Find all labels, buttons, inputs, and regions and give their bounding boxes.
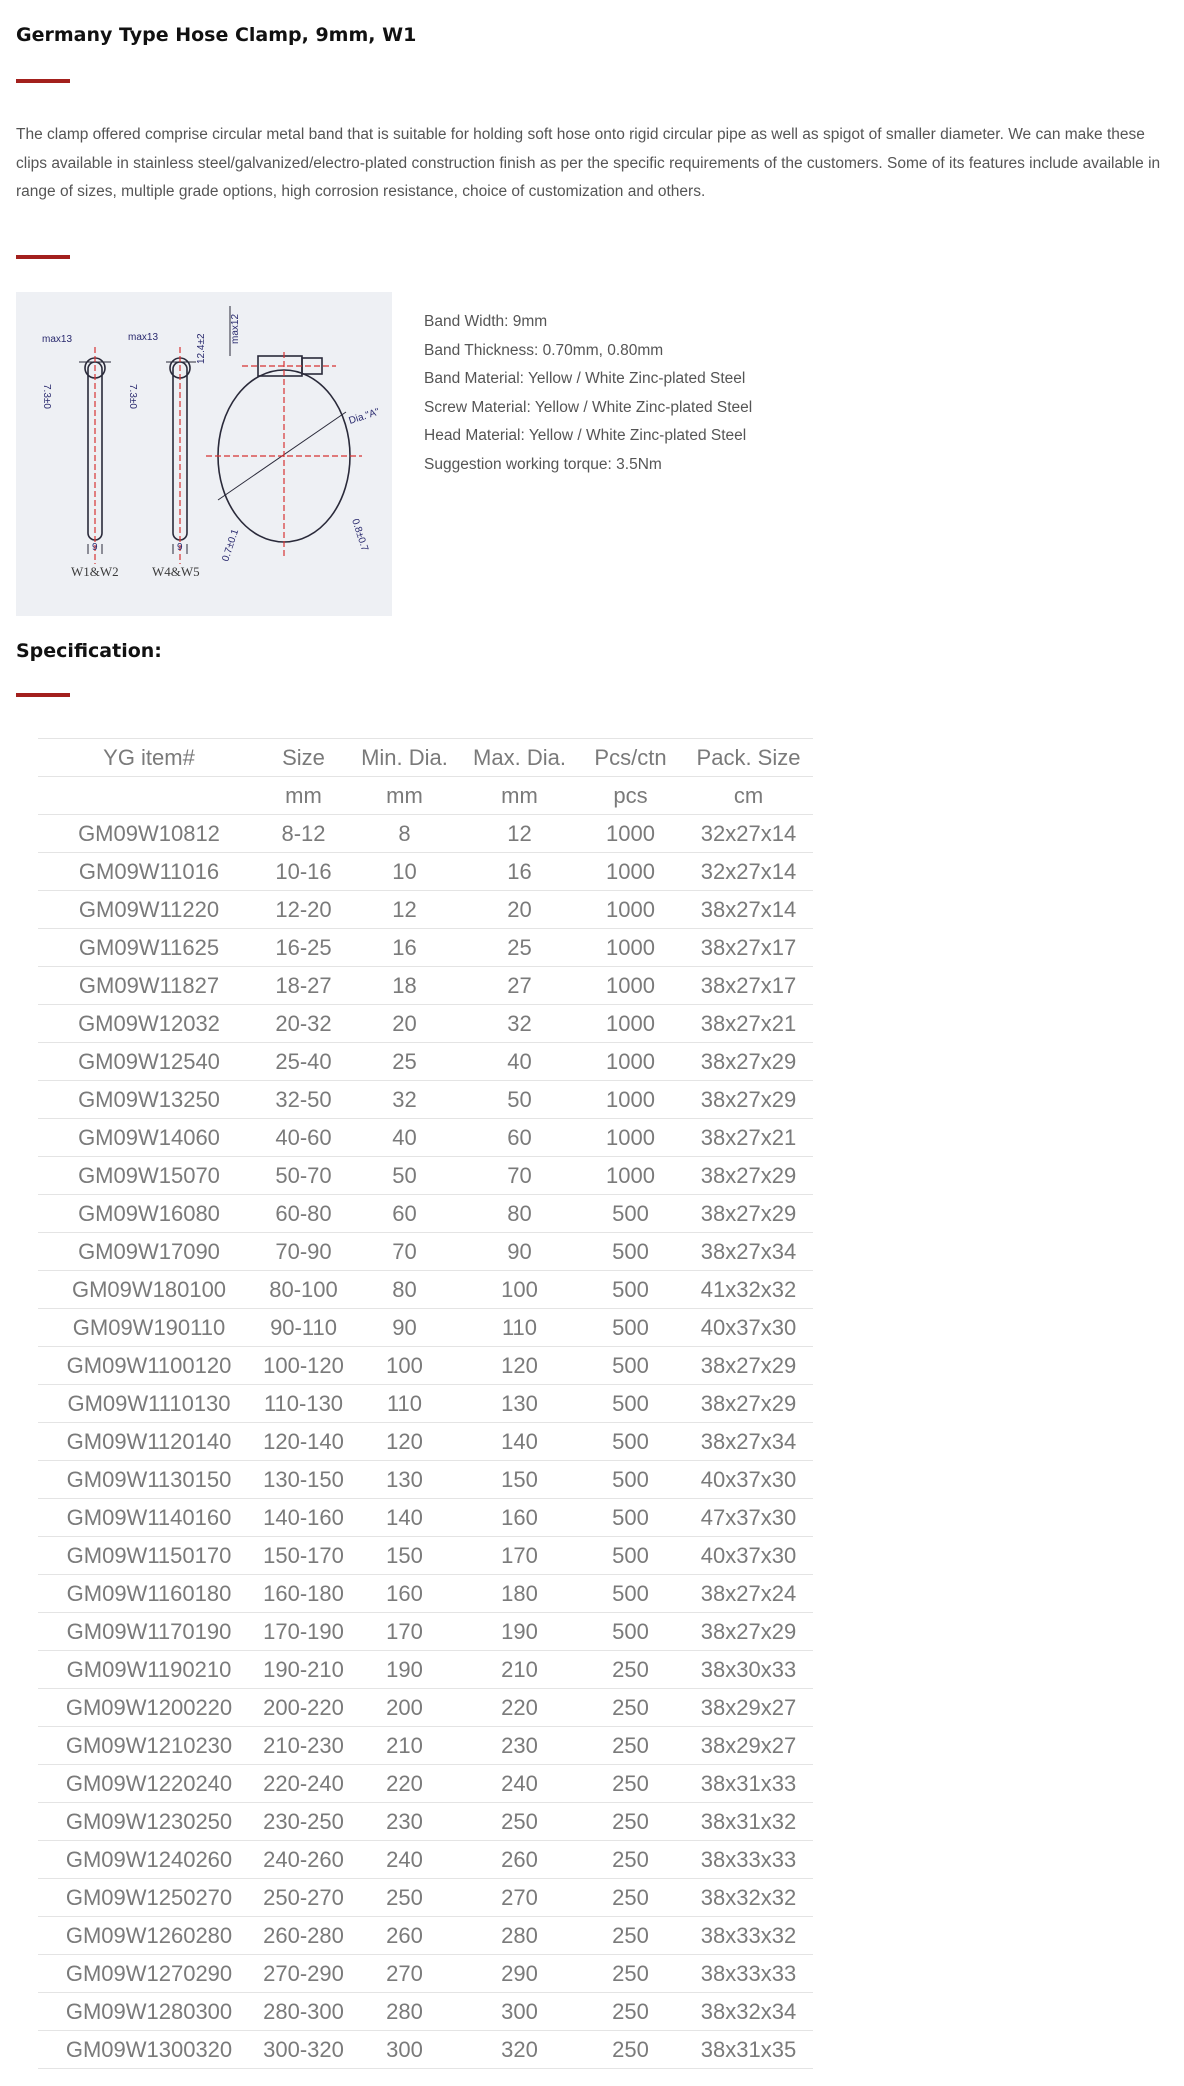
- unit-cell: [38, 777, 260, 815]
- item-number-cell: GM09W1110130: [38, 1385, 260, 1423]
- pack-size-cell: 38x32x32: [684, 1879, 813, 1917]
- pack-size-cell: 38x27x17: [684, 967, 813, 1005]
- dim-thickness-label: 0.7±0.1: [220, 527, 242, 563]
- size-cell: 16-25: [260, 929, 347, 967]
- pack-size-cell: 32x27x14: [684, 853, 813, 891]
- table-row: [38, 815, 813, 853]
- min-dia-cell: 210: [347, 1727, 462, 1765]
- size-cell: 140-160: [260, 1499, 347, 1537]
- pcs-per-carton-cell: 1000: [577, 929, 684, 967]
- item-number-cell: GM09W1270290: [38, 1955, 260, 1993]
- item-number-cell: GM09W17090: [38, 1233, 260, 1271]
- pack-size-cell: 38x29x27: [684, 1689, 813, 1727]
- item-number-cell: GM09W12032: [38, 1005, 260, 1043]
- unit-cell: pcs: [577, 777, 684, 815]
- min-dia-cell: 300: [347, 2031, 462, 2069]
- pack-size-cell: 38x27x29: [684, 1385, 813, 1423]
- max-dia-cell: 100: [462, 1271, 577, 1309]
- table-row: [38, 929, 813, 967]
- min-dia-cell: 8: [347, 815, 462, 853]
- min-dia-cell: 16: [347, 929, 462, 967]
- pack-size-cell: 38x27x14: [684, 891, 813, 929]
- item-number-cell: GM09W190110: [38, 1309, 260, 1347]
- size-cell: 200-220: [260, 1689, 347, 1727]
- max-dia-cell: 220: [462, 1689, 577, 1727]
- size-cell: 210-230: [260, 1727, 347, 1765]
- table-row: [38, 1803, 813, 1841]
- pack-size-cell: 38x27x34: [684, 1233, 813, 1271]
- pcs-per-carton-cell: 250: [577, 1765, 684, 1803]
- pcs-per-carton-cell: 250: [577, 1841, 684, 1879]
- size-cell: 230-250: [260, 1803, 347, 1841]
- pcs-per-carton-cell: 250: [577, 1689, 684, 1727]
- max-dia-cell: 320: [462, 2031, 577, 2069]
- item-number-cell: GM09W14060: [38, 1119, 260, 1157]
- specification-table: [38, 738, 813, 2069]
- size-cell: 250-270: [260, 1879, 347, 1917]
- title-underline: [16, 79, 70, 83]
- pack-size-cell: 38x27x29: [684, 1157, 813, 1195]
- max-dia-cell: 180: [462, 1575, 577, 1613]
- max-dia-cell: 190: [462, 1613, 577, 1651]
- specification-heading: Specification:: [16, 640, 162, 662]
- max-dia-cell: 140: [462, 1423, 577, 1461]
- item-number-cell: GM09W1220240: [38, 1765, 260, 1803]
- pcs-per-carton-cell: 1000: [577, 1043, 684, 1081]
- max-dia-cell: 300: [462, 1993, 577, 2031]
- pcs-per-carton-cell: 1000: [577, 1005, 684, 1043]
- pack-size-cell: 38x27x34: [684, 1423, 813, 1461]
- dim-height-label: 7.3±0: [127, 384, 138, 409]
- min-dia-cell: 32: [347, 1081, 462, 1119]
- pack-size-cell: 47x37x30: [684, 1499, 813, 1537]
- size-cell: 300-320: [260, 2031, 347, 2069]
- pack-size-cell: 38x27x17: [684, 929, 813, 967]
- min-dia-cell: 150: [347, 1537, 462, 1575]
- min-dia-cell: 190: [347, 1651, 462, 1689]
- min-dia-cell: 270: [347, 1955, 462, 1993]
- pack-size-cell: 40x37x30: [684, 1537, 813, 1575]
- table-row: [38, 1423, 813, 1461]
- pcs-per-carton-cell: 500: [577, 1423, 684, 1461]
- pack-size-cell: 38x32x34: [684, 1993, 813, 2031]
- spec-band-width: Band Width: 9mm: [424, 313, 548, 330]
- table-row: [38, 891, 813, 929]
- item-number-cell: GM09W16080: [38, 1195, 260, 1233]
- pack-size-cell: 38x27x24: [684, 1575, 813, 1613]
- pcs-per-carton-cell: 250: [577, 1879, 684, 1917]
- table-row: [38, 1195, 813, 1233]
- pack-size-cell: 38x27x29: [684, 1195, 813, 1233]
- table-row: [38, 1879, 813, 1917]
- item-number-cell: GM09W1260280: [38, 1917, 260, 1955]
- item-number-cell: GM09W1240260: [38, 1841, 260, 1879]
- pcs-per-carton-cell: 500: [577, 1347, 684, 1385]
- max-dia-cell: 290: [462, 1955, 577, 1993]
- item-number-cell: GM09W180100: [38, 1271, 260, 1309]
- table-row: [38, 1271, 813, 1309]
- dim-max13-label: max13: [42, 334, 73, 345]
- min-dia-cell: 220: [347, 1765, 462, 1803]
- pcs-per-carton-cell: 1000: [577, 967, 684, 1005]
- min-dia-cell: 120: [347, 1423, 462, 1461]
- table-row: [38, 1233, 813, 1271]
- size-cell: 160-180: [260, 1575, 347, 1613]
- dim-height-label: 7.3±0: [41, 384, 52, 409]
- min-dia-cell: 250: [347, 1879, 462, 1917]
- item-number-cell: GM09W12540: [38, 1043, 260, 1081]
- size-cell: 190-210: [260, 1651, 347, 1689]
- max-dia-cell: 27: [462, 967, 577, 1005]
- pack-size-cell: 38x27x29: [684, 1347, 813, 1385]
- pcs-per-carton-cell: 250: [577, 1917, 684, 1955]
- size-cell: 260-280: [260, 1917, 347, 1955]
- pack-size-cell: 40x37x30: [684, 1461, 813, 1499]
- table-body: [38, 815, 813, 2069]
- pack-size-cell: 38x31x33: [684, 1765, 813, 1803]
- min-dia-cell: 90: [347, 1309, 462, 1347]
- column-header: Pack. Size: [684, 739, 813, 777]
- table-row: [38, 1537, 813, 1575]
- pcs-per-carton-cell: 500: [577, 1271, 684, 1309]
- min-dia-cell: 170: [347, 1613, 462, 1651]
- pcs-per-carton-cell: 500: [577, 1461, 684, 1499]
- item-number-cell: GM09W1190210: [38, 1651, 260, 1689]
- max-dia-cell: 40: [462, 1043, 577, 1081]
- max-dia-cell: 130: [462, 1385, 577, 1423]
- min-dia-cell: 80: [347, 1271, 462, 1309]
- item-number-cell: GM09W11220: [38, 891, 260, 929]
- size-cell: 10-16: [260, 853, 347, 891]
- item-number-cell: GM09W11827: [38, 967, 260, 1005]
- column-header: YG item#: [38, 739, 260, 777]
- item-number-cell: GM09W1230250: [38, 1803, 260, 1841]
- spec-band-thickness: Band Thickness: 0.70mm, 0.80mm: [424, 341, 664, 359]
- max-dia-cell: 260: [462, 1841, 577, 1879]
- item-number-cell: GM09W13250: [38, 1081, 260, 1119]
- column-header: Pcs/ctn: [577, 739, 684, 777]
- max-dia-cell: 16: [462, 853, 577, 891]
- table-row: [38, 1081, 813, 1119]
- size-cell: 80-100: [260, 1271, 347, 1309]
- item-number-cell: GM09W1210230: [38, 1727, 260, 1765]
- unit-cell: cm: [684, 777, 813, 815]
- unit-cell: mm: [462, 777, 577, 815]
- pcs-per-carton-cell: 500: [577, 1613, 684, 1651]
- min-dia-cell: 20: [347, 1005, 462, 1043]
- item-number-cell: GM09W15070: [38, 1157, 260, 1195]
- max-dia-cell: 20: [462, 891, 577, 929]
- max-dia-cell: 60: [462, 1119, 577, 1157]
- pack-size-cell: 38x33x33: [684, 1955, 813, 1993]
- size-cell: 50-70: [260, 1157, 347, 1195]
- max-dia-cell: 25: [462, 929, 577, 967]
- item-number-cell: GM09W1130150: [38, 1461, 260, 1499]
- table-row: [38, 1651, 813, 1689]
- hose-clamp-drawing: [16, 292, 392, 616]
- unit-cell: mm: [347, 777, 462, 815]
- pcs-per-carton-cell: 500: [577, 1195, 684, 1233]
- min-dia-cell: 240: [347, 1841, 462, 1879]
- min-dia-cell: 200: [347, 1689, 462, 1727]
- dim-thickness-label: 0.8±0.7: [349, 517, 370, 553]
- min-dia-cell: 140: [347, 1499, 462, 1537]
- table-row: [38, 967, 813, 1005]
- max-dia-cell: 150: [462, 1461, 577, 1499]
- drawing-caption: W4&W5: [152, 564, 200, 579]
- min-dia-cell: 130: [347, 1461, 462, 1499]
- min-dia-cell: 100: [347, 1347, 462, 1385]
- pcs-per-carton-cell: 250: [577, 1993, 684, 2031]
- size-cell: 70-90: [260, 1233, 347, 1271]
- table-row: [38, 1119, 813, 1157]
- size-cell: 18-27: [260, 967, 347, 1005]
- table-row: [38, 1613, 813, 1651]
- min-dia-cell: 70: [347, 1233, 462, 1271]
- table-row: [38, 1347, 813, 1385]
- pcs-per-carton-cell: 250: [577, 2031, 684, 2069]
- max-dia-cell: 170: [462, 1537, 577, 1575]
- pcs-per-carton-cell: 1000: [577, 891, 684, 929]
- min-dia-cell: 50: [347, 1157, 462, 1195]
- min-dia-cell: 160: [347, 1575, 462, 1613]
- column-header: Max. Dia.: [462, 739, 577, 777]
- item-number-cell: GM09W10812: [38, 815, 260, 853]
- max-dia-cell: 160: [462, 1499, 577, 1537]
- size-cell: 32-50: [260, 1081, 347, 1119]
- table-row: [38, 1689, 813, 1727]
- table-row: [38, 1993, 813, 2031]
- spec-list: [424, 308, 752, 479]
- table-unit-row: [38, 777, 813, 815]
- table-row: [38, 1499, 813, 1537]
- pack-size-cell: 32x27x14: [684, 815, 813, 853]
- item-number-cell: GM09W1100120: [38, 1347, 260, 1385]
- table-row: [38, 1157, 813, 1195]
- pack-size-cell: 38x30x33: [684, 1651, 813, 1689]
- max-dia-cell: 110: [462, 1309, 577, 1347]
- pack-size-cell: 38x27x21: [684, 1119, 813, 1157]
- table-row: [38, 1309, 813, 1347]
- size-cell: 60-80: [260, 1195, 347, 1233]
- section-divider: [16, 693, 70, 697]
- size-cell: 220-240: [260, 1765, 347, 1803]
- table-row: [38, 1727, 813, 1765]
- spec-band-material: Band Material: Yellow / White Zinc-plated Steel: [424, 370, 746, 387]
- spec-head-material: Head Material: Yellow / White Zinc-plated Steel: [424, 427, 747, 444]
- min-dia-cell: 60: [347, 1195, 462, 1233]
- size-cell: 90-110: [260, 1309, 347, 1347]
- page-title: Germany Type Hose Clamp, 9mm, W1: [16, 24, 417, 46]
- pack-size-cell: 38x33x32: [684, 1917, 813, 1955]
- pack-size-cell: 41x32x32: [684, 1271, 813, 1309]
- pcs-per-carton-cell: 1000: [577, 815, 684, 853]
- dim-max13-label: max13: [128, 332, 159, 343]
- unit-cell: mm: [260, 777, 347, 815]
- size-cell: 12-20: [260, 891, 347, 929]
- item-number-cell: GM09W1160180: [38, 1575, 260, 1613]
- section-divider: [16, 255, 70, 259]
- min-dia-cell: 18: [347, 967, 462, 1005]
- max-dia-cell: 250: [462, 1803, 577, 1841]
- pcs-per-carton-cell: 500: [577, 1385, 684, 1423]
- max-dia-cell: 240: [462, 1765, 577, 1803]
- max-dia-cell: 230: [462, 1727, 577, 1765]
- size-cell: 110-130: [260, 1385, 347, 1423]
- pcs-per-carton-cell: 1000: [577, 853, 684, 891]
- size-cell: 8-12: [260, 815, 347, 853]
- min-dia-cell: 280: [347, 1993, 462, 2031]
- size-cell: 270-290: [260, 1955, 347, 1993]
- pcs-per-carton-cell: 500: [577, 1575, 684, 1613]
- dim-diameter-label: Dia."A": [347, 406, 381, 427]
- min-dia-cell: 40: [347, 1119, 462, 1157]
- min-dia-cell: 12: [347, 891, 462, 929]
- pcs-per-carton-cell: 500: [577, 1309, 684, 1347]
- max-dia-cell: 12: [462, 815, 577, 853]
- drawing-caption: W1&W2: [71, 564, 119, 579]
- min-dia-cell: 110: [347, 1385, 462, 1423]
- spec-working-torque: Suggestion working torque: 3.5Nm: [424, 455, 662, 473]
- dim-width-label: 9: [92, 542, 98, 553]
- size-cell: 100-120: [260, 1347, 347, 1385]
- pack-size-cell: 38x29x27: [684, 1727, 813, 1765]
- max-dia-cell: 270: [462, 1879, 577, 1917]
- pcs-per-carton-cell: 250: [577, 1803, 684, 1841]
- item-number-cell: GM09W1250270: [38, 1879, 260, 1917]
- table-row: [38, 853, 813, 891]
- size-cell: 150-170: [260, 1537, 347, 1575]
- table-row: [38, 1765, 813, 1803]
- size-cell: 280-300: [260, 1993, 347, 2031]
- pack-size-cell: 38x27x21: [684, 1005, 813, 1043]
- table-row: [38, 1955, 813, 1993]
- max-dia-cell: 120: [462, 1347, 577, 1385]
- pcs-per-carton-cell: 1000: [577, 1119, 684, 1157]
- size-cell: 120-140: [260, 1423, 347, 1461]
- max-dia-cell: 90: [462, 1233, 577, 1271]
- table-row: [38, 1005, 813, 1043]
- max-dia-cell: 70: [462, 1157, 577, 1195]
- item-number-cell: GM09W11625: [38, 929, 260, 967]
- table-row: [38, 1841, 813, 1879]
- size-cell: 130-150: [260, 1461, 347, 1499]
- size-cell: 40-60: [260, 1119, 347, 1157]
- pcs-per-carton-cell: 500: [577, 1499, 684, 1537]
- dim-max12-label: max12: [230, 313, 241, 344]
- item-number-cell: GM09W1280300: [38, 1993, 260, 2031]
- dim-width-label: 9: [177, 542, 183, 553]
- size-cell: 240-260: [260, 1841, 347, 1879]
- size-cell: 20-32: [260, 1005, 347, 1043]
- item-number-cell: GM09W1300320: [38, 2031, 260, 2069]
- size-cell: 25-40: [260, 1043, 347, 1081]
- column-header: Min. Dia.: [347, 739, 462, 777]
- max-dia-cell: 210: [462, 1651, 577, 1689]
- max-dia-cell: 50: [462, 1081, 577, 1119]
- item-number-cell: GM09W1200220: [38, 1689, 260, 1727]
- item-number-cell: GM09W11016: [38, 853, 260, 891]
- table-row: [38, 1385, 813, 1423]
- product-description: The clamp offered comprise circular metal band that is suitable for holding soft hose onto rigid circular pipe as well as spigot of smaller diameter. We can make these clips available in stainless steel/galvanized/electro-plated construction finish as per the specific requirements of the customers. Some of its features include available in range of sizes, multiple grade options, high corrosion resistance, choice of customization and others.: [16, 126, 1161, 200]
- pack-size-cell: 38x27x29: [684, 1043, 813, 1081]
- item-number-cell: GM09W1170190: [38, 1613, 260, 1651]
- pcs-per-carton-cell: 1000: [577, 1157, 684, 1195]
- item-number-cell: GM09W1150170: [38, 1537, 260, 1575]
- min-dia-cell: 260: [347, 1917, 462, 1955]
- pcs-per-carton-cell: 500: [577, 1233, 684, 1271]
- pack-size-cell: 40x37x30: [684, 1309, 813, 1347]
- pack-size-cell: 38x31x35: [684, 2031, 813, 2069]
- pcs-per-carton-cell: 250: [577, 1651, 684, 1689]
- pack-size-cell: 38x31x32: [684, 1803, 813, 1841]
- item-number-cell: GM09W1140160: [38, 1499, 260, 1537]
- table-row: [38, 1575, 813, 1613]
- pack-size-cell: 38x33x33: [684, 1841, 813, 1879]
- pack-size-cell: 38x27x29: [684, 1081, 813, 1119]
- table-row: [38, 1043, 813, 1081]
- spec-screw-material: Screw Material: Yellow / White Zinc-plated Steel: [424, 398, 753, 416]
- table-row: [38, 2031, 813, 2069]
- max-dia-cell: 32: [462, 1005, 577, 1043]
- column-header: Size: [260, 739, 347, 777]
- size-cell: 170-190: [260, 1613, 347, 1651]
- pcs-per-carton-cell: 250: [577, 1955, 684, 1993]
- min-dia-cell: 230: [347, 1803, 462, 1841]
- table-row: [38, 1461, 813, 1499]
- max-dia-cell: 280: [462, 1917, 577, 1955]
- pack-size-cell: 38x27x29: [684, 1613, 813, 1651]
- min-dia-cell: 10: [347, 853, 462, 891]
- table-header-row: [38, 739, 813, 777]
- table-row: [38, 1917, 813, 1955]
- dim-screw-label: 12.4±2: [196, 333, 207, 364]
- max-dia-cell: 80: [462, 1195, 577, 1233]
- pcs-per-carton-cell: 500: [577, 1537, 684, 1575]
- min-dia-cell: 25: [347, 1043, 462, 1081]
- item-number-cell: GM09W1120140: [38, 1423, 260, 1461]
- pcs-per-carton-cell: 1000: [577, 1081, 684, 1119]
- pcs-per-carton-cell: 250: [577, 1727, 684, 1765]
